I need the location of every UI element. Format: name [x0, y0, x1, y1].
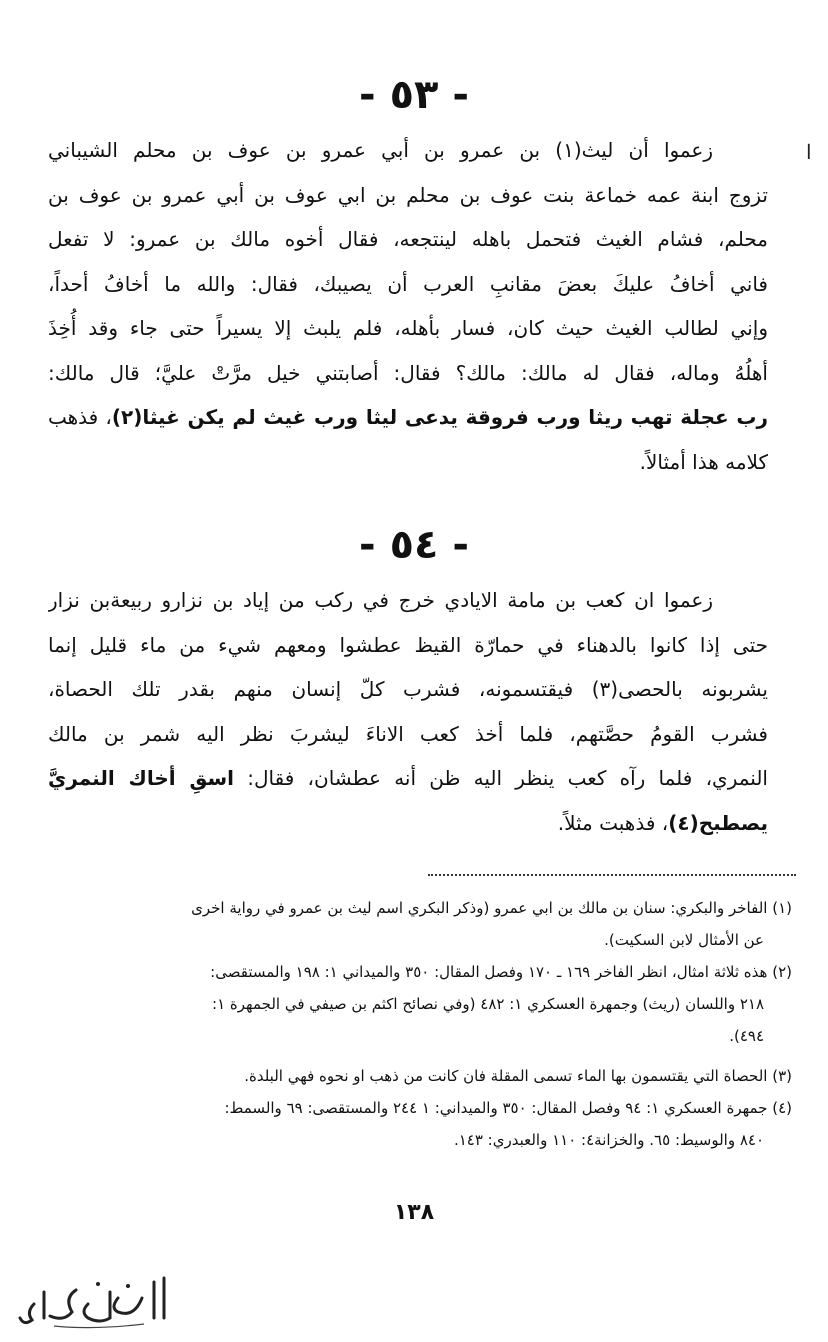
- proverb-text: رب عجلة تهب ريثا ورب فروقة يدعى ليثا ورب غيث لم يكن غيثا(٢): [111, 405, 768, 429]
- text-line: يشربونه بالحصى(٣) فيقتسمونه، فشرب كلّ إنسان منهم بقدر تلك الحصاة،: [48, 677, 768, 701]
- text-line: [48, 756, 768, 801]
- text-segment: ، فذهبت مثلاً.: [557, 810, 669, 835]
- footnote-1: (١) الفاخر والبكري: سنان بن مالك بن ابي عمرو (وذكر البكري اسم ليث بن عمرو في رواية اخرى: [191, 899, 792, 917]
- text-line: زعموا ان كعب بن مامة الايادي خرج في ركب من إياد بن نزارو ربيعةبن نزار: [48, 588, 713, 612]
- section-heading-54: - ٥٤ -: [359, 522, 469, 568]
- text-line: محلم، فشام الغيث فتحمل باهله لينتجعه، فقال أخوه مالك بن عمرو: لا تفعل: [48, 227, 768, 251]
- section-heading-53: - ٥٣ -: [359, 72, 469, 118]
- text-line: وإني لطالب الغيث حيث كان، فسار بأهله، فلم يلبث إلا يسيراً حتى جاء وقد أُخِذَ: [48, 316, 768, 340]
- proverb-tail: ، فذهب: [48, 405, 112, 429]
- library-stamp-logo: [14, 1268, 174, 1334]
- footnote-2: (٢) هذه ثلاثة امثال، انظر الفاخر ١٦٩ ـ ١٧٠ وفصل المقال: ٣٥٠ والميداني ١: ١٩٨ والمستقصى:: [210, 963, 792, 981]
- footnote-1-cont: عن الأمثال لابن السكيت).: [604, 931, 764, 949]
- page-number: ١٣٨: [393, 1200, 435, 1225]
- footnote-separator: [428, 874, 796, 876]
- proverb-line: [48, 395, 768, 440]
- footnote-4-cont: ٨٤٠ والوسيط: ٦٥. والخزانة٤: ١١٠ والعبدري: ١٤٣.: [453, 1131, 764, 1149]
- text-line: زعموا أن ليث(١) بن عمرو بن أبي عمرو بن عوف بن محلم الشيباني: [48, 138, 713, 162]
- text-line: فشرب القومُ حصَّتهم، فلما أخذ كعب الاناءَ ليشربَ نظر اليه شمر بن مالك: [48, 721, 768, 746]
- footnote-4: (٤) جمهرة العسكري ١: ٩٤ وفصل المقال: ٣٥٠ والميداني: ١ ٢٤٤ والمستقصى: ٦٩ والسمط:: [224, 1099, 792, 1117]
- footnote-2-cont: ٢١٨ واللسان (ريث) وجمهرة العسكري ١: ٤٨٢ (وفي نصائح اكثم بن صيفي في الجمهرة ١:: [212, 995, 764, 1013]
- section-54-text: [48, 578, 768, 845]
- footnote-2-cont: ٤٩٤).: [729, 1027, 764, 1045]
- section-53-text: [48, 128, 768, 484]
- footnote-3: (٣) الحصاة التي يقتسمون بها الماء تسمى المقلة فان كانت من ذهب او نحوه فهي البلدة.: [244, 1067, 792, 1085]
- proverb-text: اسقِ أخاك النمريَّ: [48, 766, 235, 790]
- text-line: فاني أخافُ عليكَ بعضَ مقانبِ العرب أن يصيبك، فقال: والله ما أخافُ أحداً،: [48, 271, 768, 296]
- margin-mark: ا: [806, 140, 812, 164]
- footnotes: [52, 892, 792, 1156]
- text-line: أهلُهُ وماله، فقال له مالك: مالك؟ فقال: أصابتني خيل مرَّتْ عليَّ؛ قال مالك:: [48, 360, 768, 385]
- text-line: [48, 801, 768, 846]
- proverb-text: يصطبح(٤): [668, 810, 768, 835]
- text-line: كلامه هذا أمثالاً.: [639, 449, 768, 474]
- text-segment: النمري، فلما رآه كعب ينظر اليه ظن أنه عطشان، فقال:: [247, 766, 768, 790]
- text-line: حتى إذا كانوا بالدهناء في حمارّة القيظ عطشوا ومعهم شيء من ماء قليل إنما: [48, 632, 768, 657]
- text-line: تزوج ابنة عمه خماعة بنت عوف بن محلم بن ابي عوف بن أبي عمرو بن عوف بن: [48, 182, 768, 207]
